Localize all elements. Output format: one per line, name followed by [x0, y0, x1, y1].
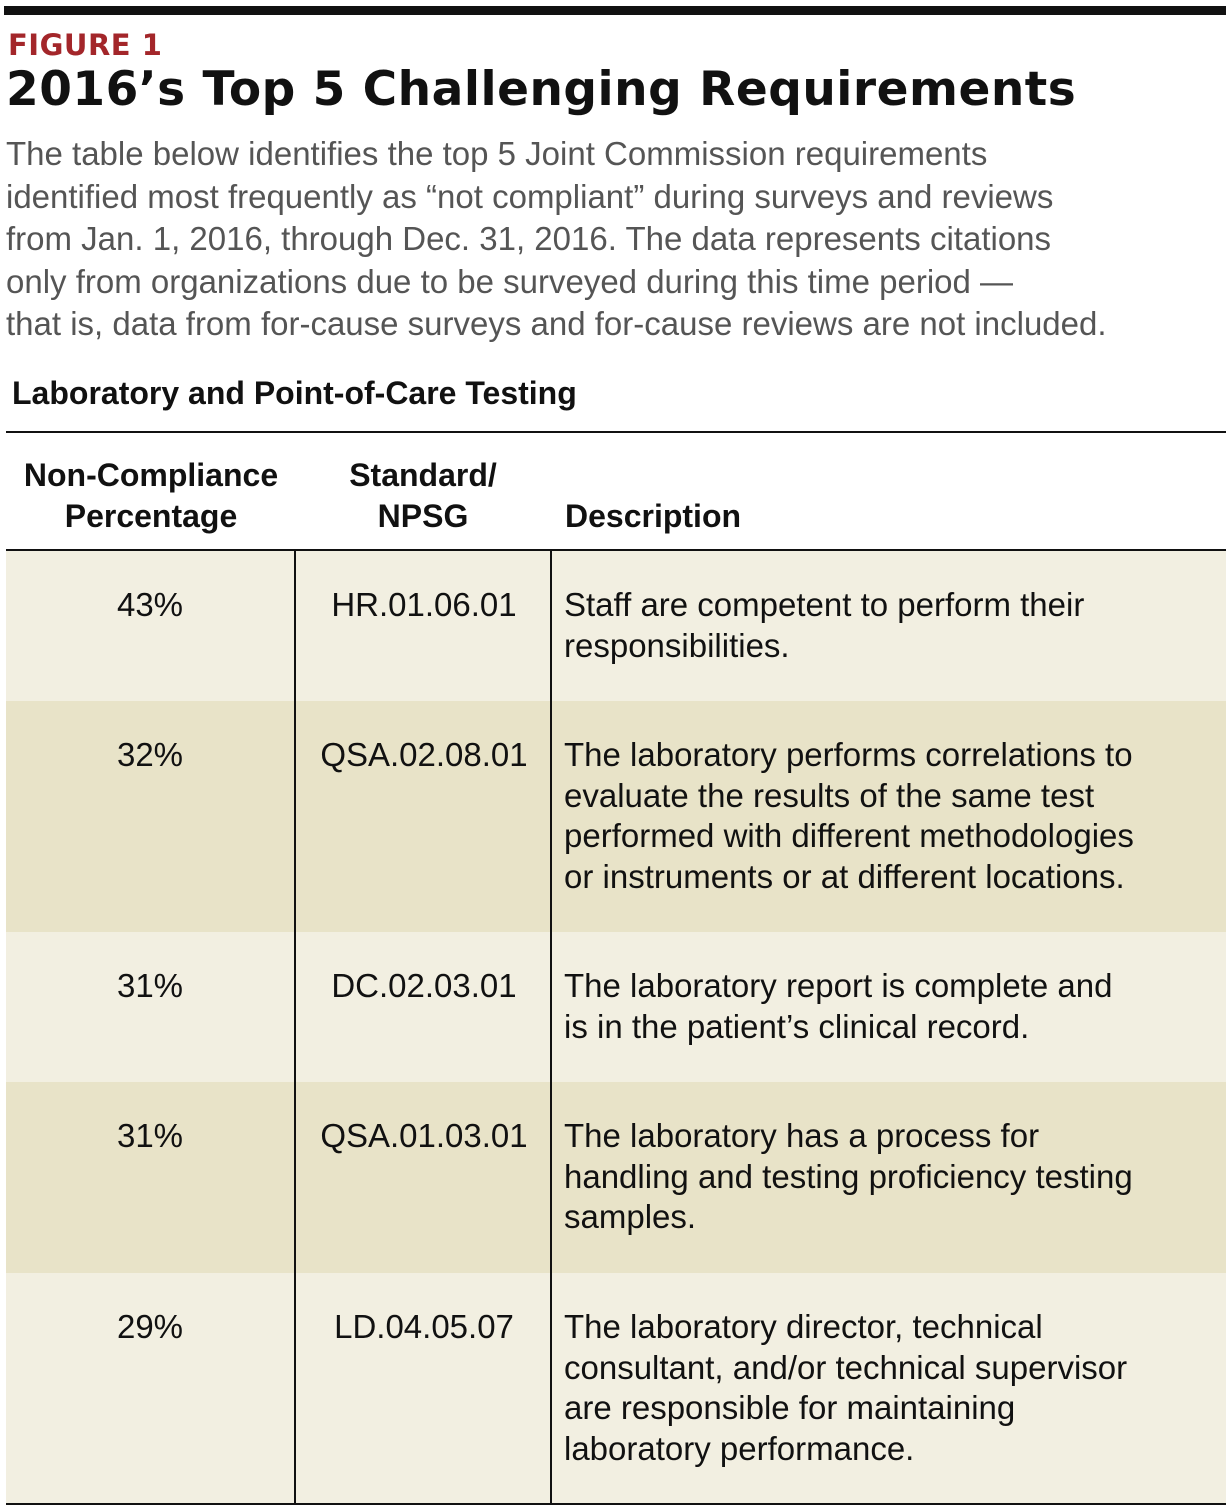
description-cell [564, 1116, 1219, 1238]
description-line: The laboratory director, technical [564, 1308, 1043, 1345]
description-line: or instruments or at different locations. [564, 857, 1125, 895]
column-divider [294, 551, 296, 1504]
description-cell [564, 1307, 1219, 1469]
table-row [6, 932, 1226, 1082]
standard-cell: HR.01.06.01 [331, 586, 517, 623]
figure-label: FIGURE 1 [8, 28, 163, 62]
description-line: responsibilities. [564, 626, 790, 664]
bottom-rule [6, 1503, 1226, 1505]
description-line: The laboratory report is complete and [564, 967, 1113, 1004]
section-title: Laboratory and Point-of-Care Testing [12, 375, 577, 411]
intro-line: from Jan. 1, 2016, through Dec. 31, 2016. The data represents citations [6, 220, 1052, 258]
description-line: laboratory performance. [564, 1429, 915, 1467]
description-line: samples. [564, 1198, 697, 1235]
top-rule [4, 6, 1226, 15]
description-line: Staff are competent to perform their [564, 586, 1085, 623]
table-row [6, 551, 1226, 701]
percentage-cell: 29% [116, 1308, 184, 1345]
description-cell [564, 735, 1219, 897]
description-cell [564, 966, 1219, 1047]
table-header [6, 455, 1226, 551]
header-standard [298, 455, 548, 537]
description-line: evaluate the results of the same test [564, 776, 1095, 814]
percentage-cell: 43% [116, 586, 184, 623]
description-line: The laboratory has a process for [564, 1117, 1040, 1154]
header-standard-line: NPSG [377, 498, 469, 534]
table-body [6, 551, 1226, 1504]
standard-cell: QSA.02.08.01 [320, 736, 528, 773]
table-row [6, 1082, 1226, 1273]
intro-paragraph [6, 133, 1211, 346]
header-percentage [6, 455, 296, 537]
percentage-cell: 32% [116, 736, 184, 773]
header-description: Description [565, 498, 742, 534]
table-row [6, 1273, 1226, 1504]
intro-line: that is, data from for-cause surveys and for-cause reviews are not included. [6, 305, 1107, 343]
description-line: performed with different methodologies [564, 817, 1134, 854]
description-cell [564, 585, 1219, 666]
header-standard-line: Standard/ [349, 457, 497, 493]
description-line: are responsible for maintaining [564, 1389, 1016, 1426]
intro-line: The table below identifies the top 5 Joint Commission requirements [6, 135, 988, 172]
header-percentage-line: Percentage [64, 498, 238, 534]
standard-cell: QSA.01.03.01 [320, 1117, 528, 1154]
description-line: consultant, and/or technical supervisor [564, 1348, 1128, 1386]
header-percentage-line: Non-Compliance [23, 457, 279, 493]
standard-cell: LD.04.05.07 [334, 1308, 514, 1345]
section-rule [6, 431, 1226, 433]
standard-cell: DC.02.03.01 [331, 967, 517, 1004]
percentage-cell: 31% [116, 967, 184, 1004]
intro-line: identified most frequently as “not compliant” during surveys and reviews [6, 177, 1054, 215]
intro-line: only from organizations due to be surveyed during this time period — [6, 262, 1014, 300]
table-row [6, 701, 1226, 932]
description-line: handling and testing proficiency testing [564, 1157, 1133, 1195]
description-line: The laboratory performs correlations to [564, 736, 1133, 773]
description-line: is in the patient’s clinical record. [564, 1007, 1030, 1045]
percentage-cell: 31% [116, 1117, 184, 1154]
figure-title: 2016’s Top 5 Challenging Requirements [6, 62, 1077, 117]
column-divider [550, 551, 552, 1504]
